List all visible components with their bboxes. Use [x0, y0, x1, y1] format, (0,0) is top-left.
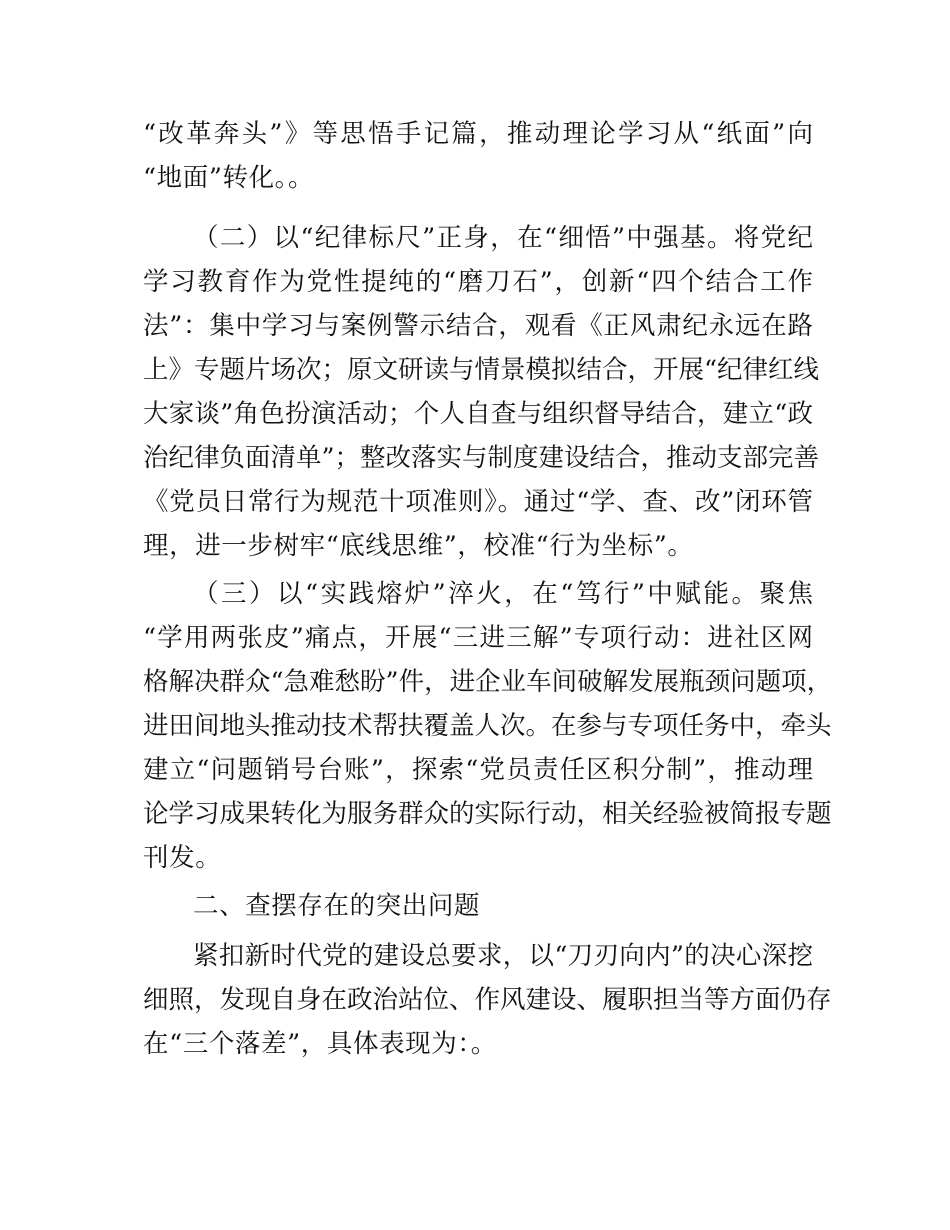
- paragraph-2-line-8: 理，进一步树牢“底线思维”，校准“行为坐标”。: [143, 531, 694, 561]
- paragraph-2-line-5: 大家谈”角色扮演活动；个人自查与组织督导结合，建立“政: [143, 399, 813, 429]
- paragraph-2-line-6: 治纪律负面清单”；整改落实与制度建设结合，推动支部完善: [143, 443, 820, 473]
- paragraph-3-line-6: 论学习成果转化为服务群众的实际行动，相关经验被简报专题: [143, 799, 832, 829]
- paragraph-2-line-3: 法”：集中学习与案例警示结合，观看《正风肃纪永远在路: [143, 311, 813, 341]
- paragraph-2-line-1: （二）以“纪律标尺”正身，在“细悟”中强基。将党纪: [193, 223, 813, 253]
- paragraph-3-line-4: 进田间地头推动技术帮扶覆盖人次。在参与专项任务中，牵头: [143, 711, 832, 741]
- section-heading: 二、查摆存在的突出问题: [193, 891, 481, 921]
- paragraph-1-line-1: “改革奔头”》等思悟手记篇，推动理论学习从“纸面”向: [143, 119, 813, 149]
- paragraph-2-line-2: 学习教育作为党性提纯的“磨刀石”，创新“四个结合工作: [143, 267, 813, 297]
- paragraph-2-line-7: 《党员日常行为规范十项准则》。通过“学、查、改”闭环管: [143, 487, 813, 517]
- paragraph-5-line-1: 紧扣新时代党的建设总要求，以“刀刃向内”的决心深挖: [193, 941, 813, 971]
- paragraph-5-line-3: 在“三个落差”，具体表现为：。: [143, 1029, 497, 1059]
- paragraph-3-line-1: （三）以“实践熔炉”淬火，在“笃行”中赋能。聚焦: [193, 579, 813, 609]
- paragraph-2-line-4: 上》专题片场次；原文研读与情景模拟结合，开展“纪律红线: [143, 355, 820, 385]
- paragraph-3-line-7: 刊发。: [143, 843, 222, 873]
- paragraph-3-line-5: 建立“问题销号台账”，探索“党员责任区积分制”，推动理: [143, 755, 813, 785]
- paragraph-3-line-2: “学用两张皮”痛点，开展“三进三解”专项行动：进社区网: [143, 623, 813, 653]
- paragraph-5-line-2: 细照，发现自身在政治站位、作风建设、履职担当等方面仍存: [143, 985, 832, 1015]
- paragraph-3-line-3: 格解决群众“急难愁盼”件，进企业车间破解发展瓶颈问题项，: [143, 667, 833, 697]
- paragraph-1-line-2: “地面”转化。。: [143, 163, 315, 193]
